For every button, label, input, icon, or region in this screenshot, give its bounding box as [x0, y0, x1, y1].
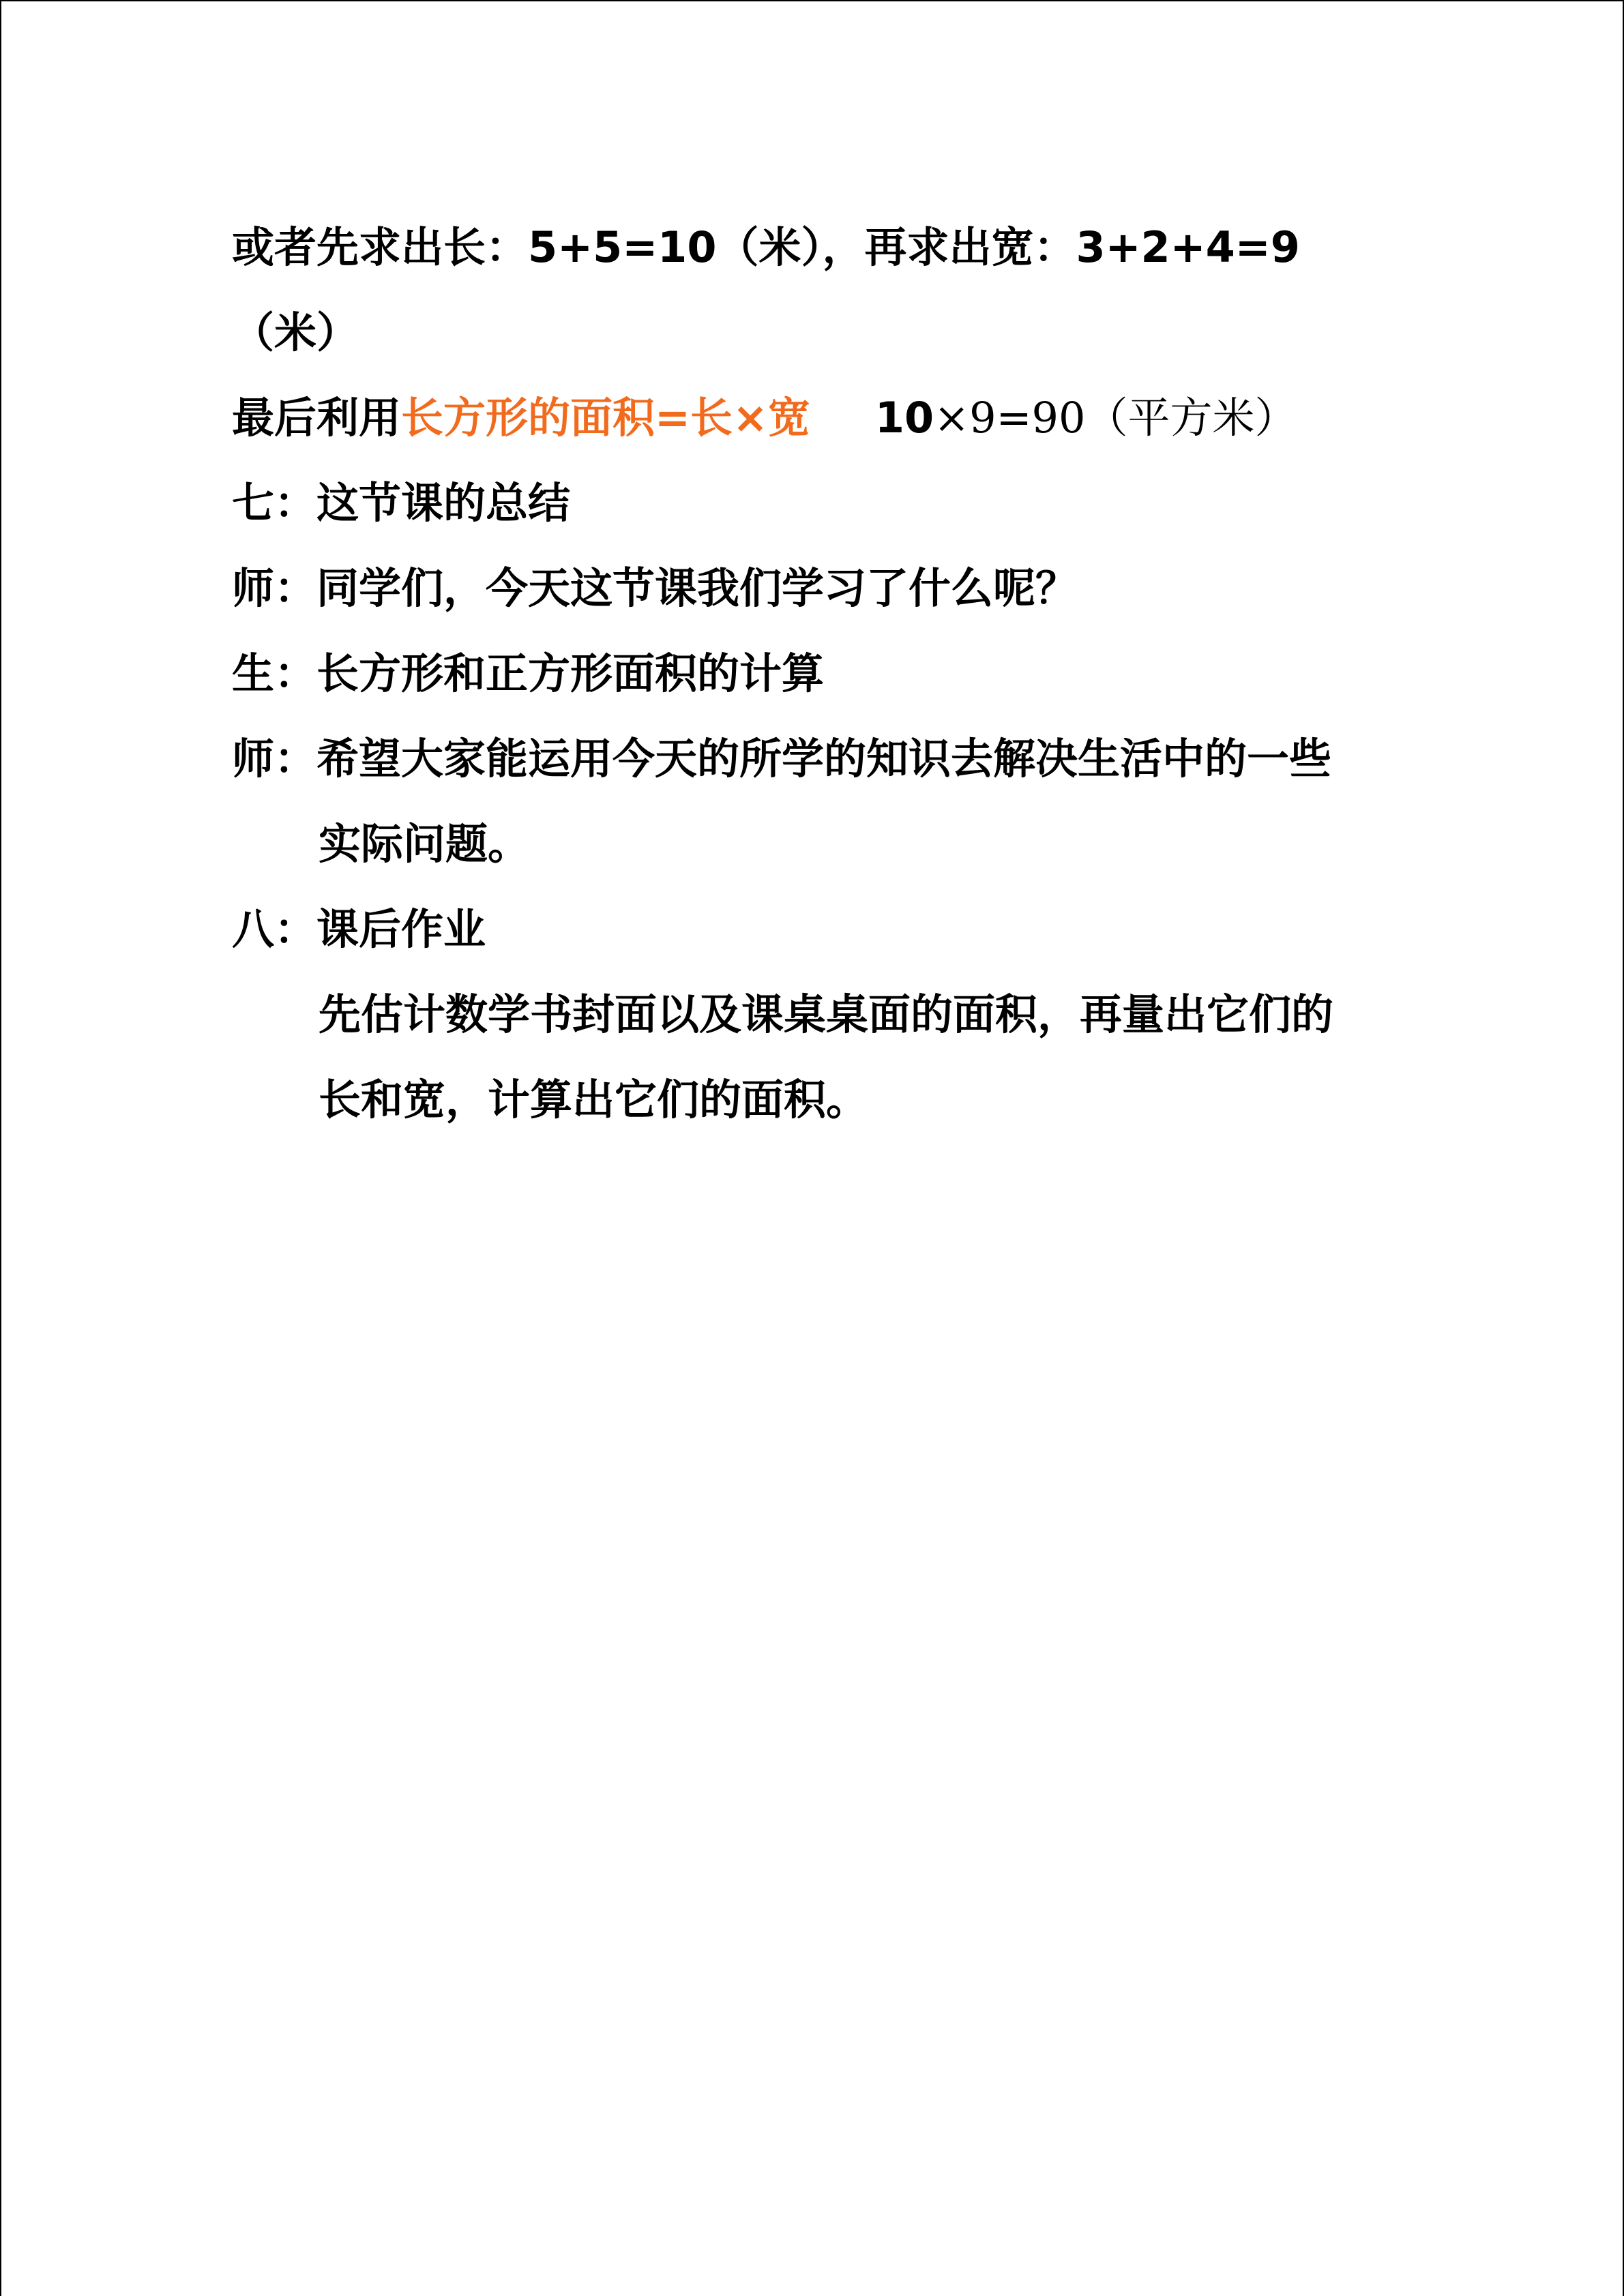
formula-line — [232, 375, 1405, 460]
text-line: 或者先求出长：5+5=10（米），再求出宽：3+2+4=9 — [232, 222, 1300, 272]
document-body — [232, 205, 1405, 1142]
text-line: 实际问题。 — [319, 819, 531, 869]
text-line: 师：希望大家能运用今天的所学的知识去解决生活中的一些 — [232, 734, 1332, 784]
formula-prefix: 最后利用 — [232, 393, 402, 443]
text-line: 生：长方形和正方形面积的计算 — [232, 648, 825, 698]
section-heading: 七：这节课的总结 — [232, 478, 571, 528]
text-line: 长和宽，计算出它们的面积。 — [319, 1075, 869, 1124]
text-line: （米） — [232, 308, 359, 357]
calc-number: 10 — [874, 393, 934, 443]
area-formula: 长方形的面积=长×宽 — [401, 393, 810, 443]
text-line: 先估计数学书封面以及课桌桌面的面积，再量出它们的 — [319, 989, 1334, 1039]
calc-expression: ×9=90（平方米） — [934, 393, 1297, 443]
section-heading: 八：课后作业 — [232, 904, 486, 954]
text-line: 师：同学们，今天这节课我们学习了什么呢？ — [232, 563, 1078, 613]
